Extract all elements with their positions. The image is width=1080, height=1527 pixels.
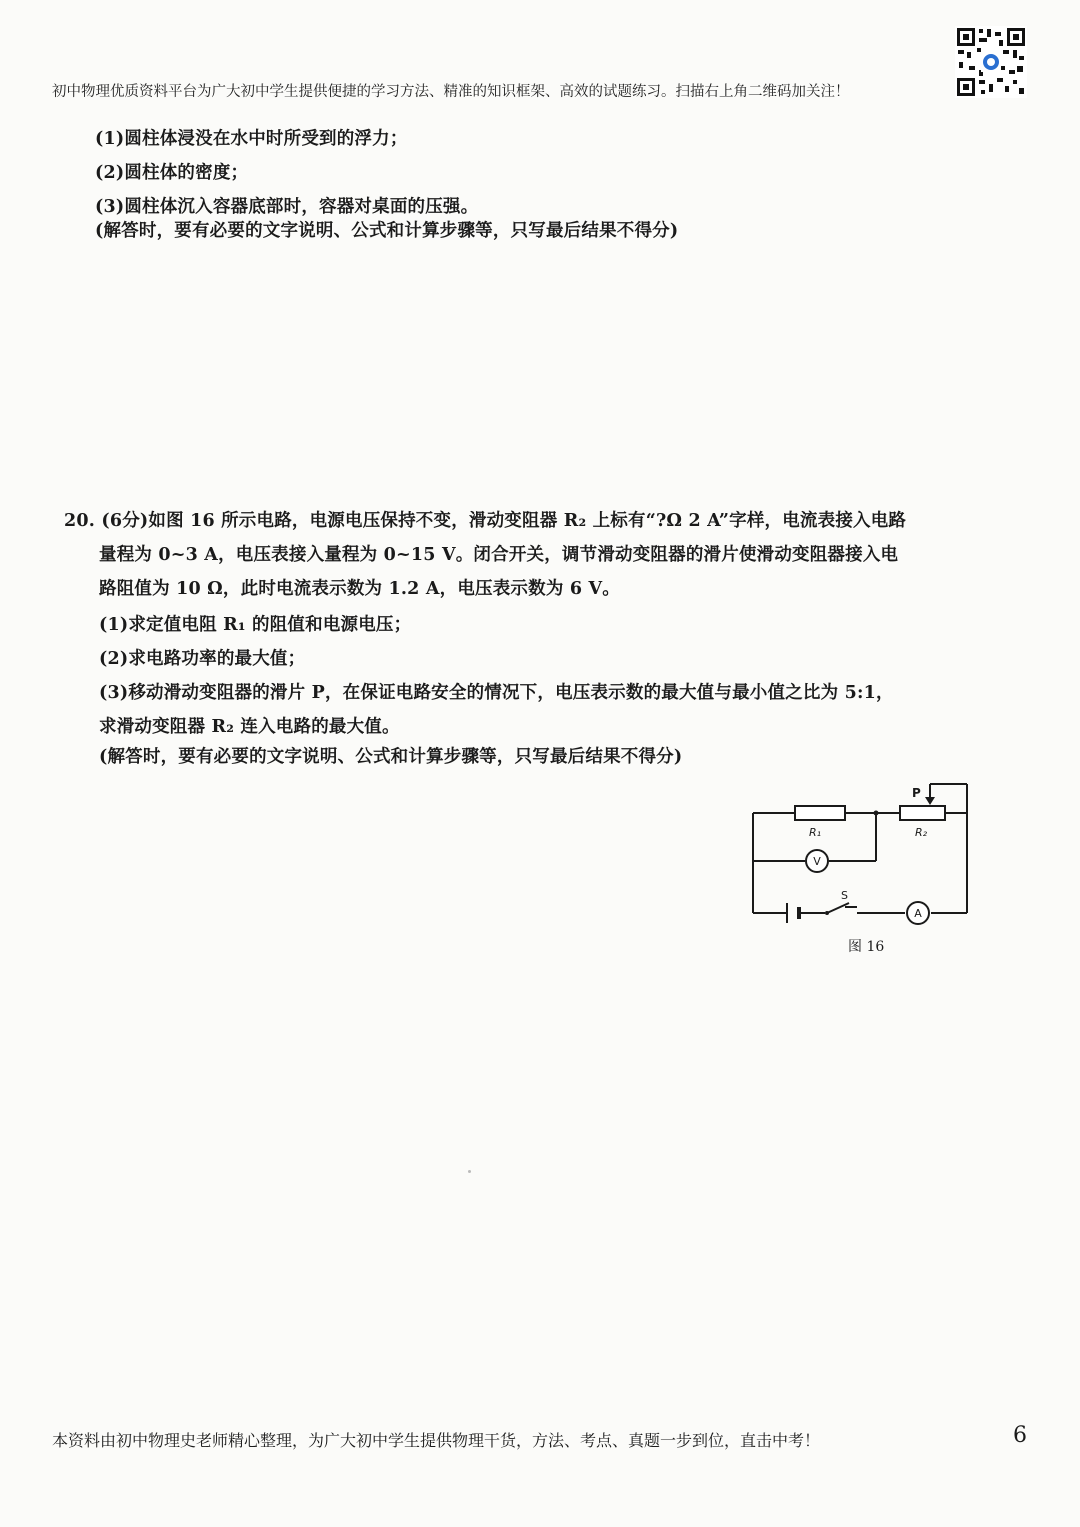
q20-stem-line1: 20. (6分)如图 16 所示电路，电源电压保持不变，滑动变阻器 R₂ 上标有“?Ω 2 A”字样，电流表接入电路 <box>64 511 907 531</box>
slider-arrow-icon <box>925 797 935 805</box>
resistor-r2 <box>900 806 945 820</box>
q20-part1: (1)求定值电阻 R₁ 的阻值和电源电压； <box>99 615 412 635</box>
scan-speck <box>468 1170 471 1173</box>
figure-caption: 图 16 <box>848 939 885 955</box>
q20-part2: (2)求电路功率的最大值； <box>99 649 306 669</box>
label-r1: R₁ <box>809 826 822 839</box>
qr-code[interactable] <box>955 26 1027 98</box>
q20-stem-line2: 量程为 0~3 A，电压表接入量程为 0~15 V。闭合开关，调节滑动变阻器的滑片使滑动变阻器接入电 <box>99 545 899 565</box>
resistor-r1 <box>795 806 845 820</box>
label-r2: R₂ <box>915 826 928 839</box>
q20-note: (解答时，要有必要的文字说明、公式和计算步骤等，只写最后结果不得分) <box>99 747 683 767</box>
q19-part2: (2)圆柱体的密度； <box>95 163 249 183</box>
label-v: V <box>813 855 821 868</box>
qr-code-icon <box>955 26 1027 98</box>
circuit-diagram-svg <box>745 775 985 960</box>
header-banner: 初中物理优质资料平台为广大初中学生提供便捷的学习方法、精准的知识框架、高效的试题练习。扫描右上角二维码加关注！ <box>52 84 850 100</box>
page-number: 6 <box>1013 1423 1027 1448</box>
label-s: S <box>841 889 848 902</box>
q20-stem-line3: 路阻值为 10 Ω，此时电流表示数为 1.2 A，电压表示数为 6 V。 <box>99 579 620 599</box>
footer-banner: 本资料由初中物理史老师精心整理，为广大初中学生提供物理干货，方法、考点、真题一步到位，直击中考！ <box>52 1431 821 1450</box>
q20-part3-b: 求滑动变阻器 R₂ 连入电路的最大值。 <box>99 717 400 737</box>
q19-part1: (1)圆柱体浸没在水中时所受到的浮力； <box>95 129 408 149</box>
circuit-diagram <box>745 775 985 960</box>
q19-note: (解答时，要有必要的文字说明、公式和计算步骤等，只写最后结果不得分) <box>95 221 679 241</box>
label-a: A <box>914 907 922 920</box>
label-p: P <box>912 786 921 800</box>
q19-part3: (3)圆柱体沉入容器底部时，容器对桌面的压强。 <box>95 197 479 217</box>
q20-part3-a: (3)移动滑动变阻器的滑片 P，在保证电路安全的情况下，电压表示数的最大值与最小值之比为 5:1， <box>99 683 894 703</box>
